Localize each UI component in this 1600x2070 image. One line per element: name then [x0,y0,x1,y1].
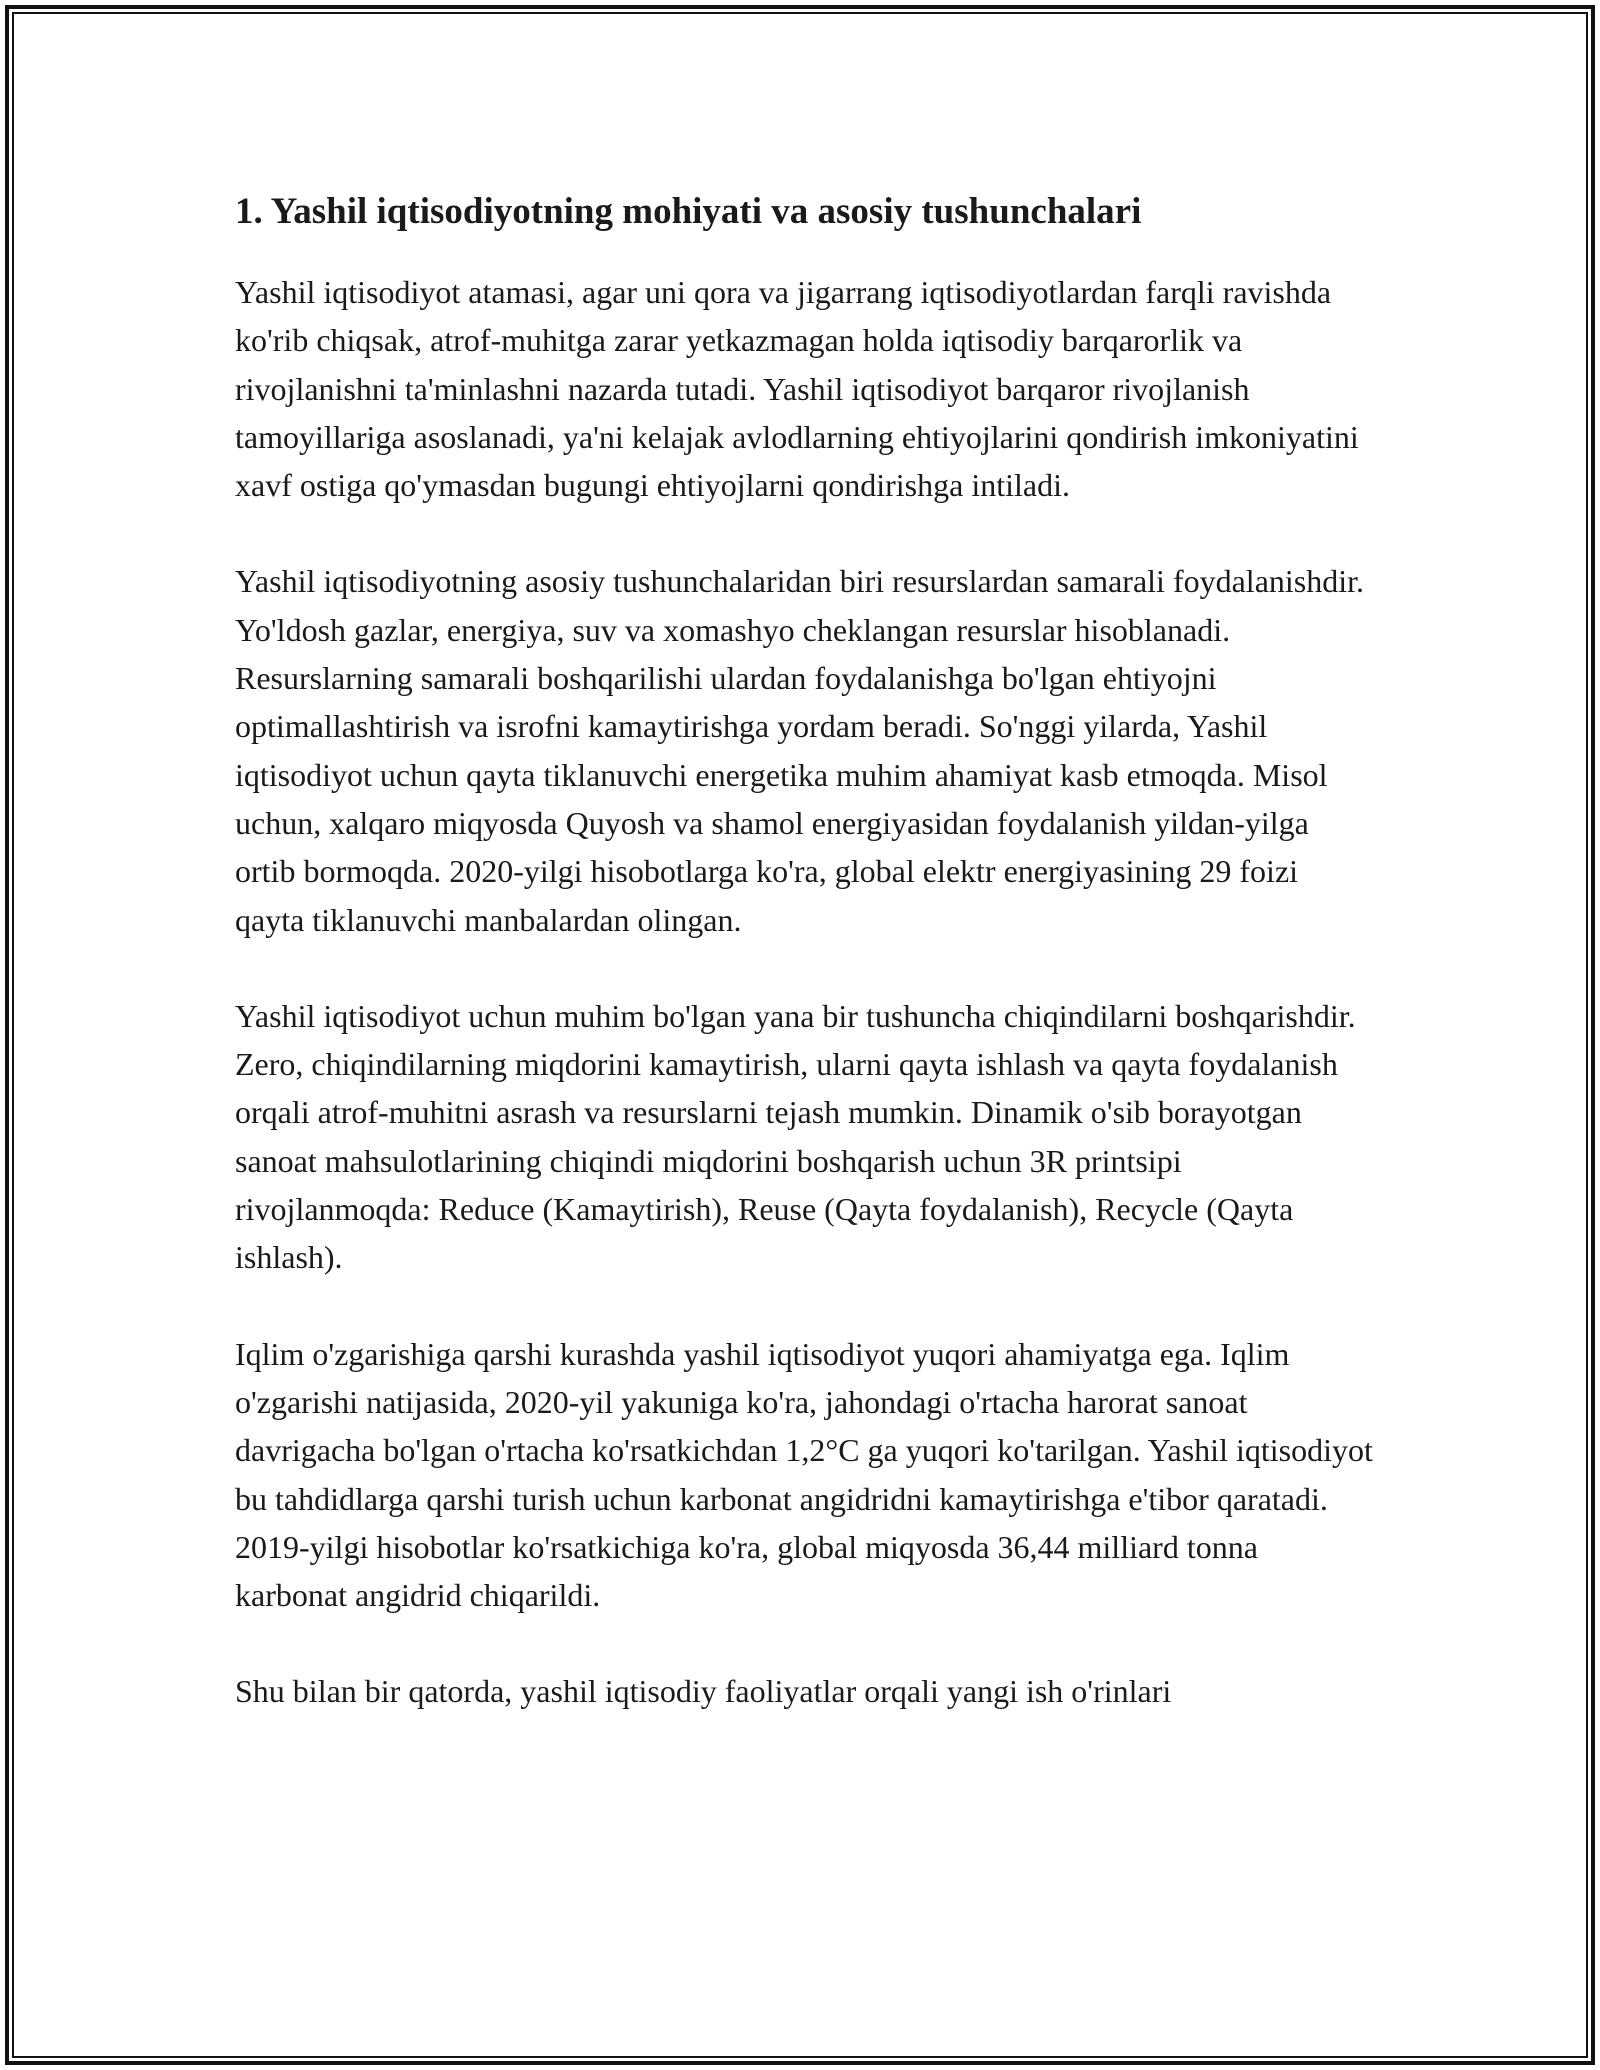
paragraph-definition: Yashil iqtisodiyot atamasi, agar uni qora va jigarrang iqtisodiyotlardan farqli ravishda ko'rib chiqsak, atrof-muhitga zarar yetkazmagan holda iqtisodiy barqarorlik va rivojlanishni ta'minlashni nazarda tutadi. Yashil iqtisodiyot barqaror rivojlanish tamoyillariga asoslanadi, ya'ni kelajak avlodlarning ehtiyojlarini qondirish imkoniyatini xavf ostiga qo'ymasdan bugungi ehtiyojlarni qondirishga intiladi. [235,274,1359,504]
paragraph-waste: Yashil iqtisodiyot uchun muhim bo'lgan yana bir tushuncha chiqindilarni boshqarishdir. Zero, chiqindilarning miqdorini kamaytirish, ularni qayta ishlash va qayta foydalanish orqali atrof-muhitni asrash va resurslarni tejash mumkin. Dinamik o'sib borayotgan sanoat mahsulotlarining chiqindi miqdorini boshqarish uchun 3R printsipi rivojlanmoqda: Reduce (Kamaytirish), Reuse (Qayta foydalanish), Recycle (Qayta ishlash). [235,997,1356,1276]
paragraph-jobs: Shu bilan bir qatorda, yashil iqtisodiy faoliyatlar orqali yangi ish o'rinlari [235,1673,1172,1710]
paragraph-resources: Yashil iqtisodiyotning asosiy tushunchalaridan biri resurslardan samarali foydalanishdir. Yo'ldosh gazlar, energiya, suv va xomashyo cheklangan resurslar hisoblanadi. Resurslarning samarali boshqarilishi ulardan foydalanishga bo'lgan ehtiyojni optimallashtirish va isrofni kamaytirishga yordam beradi. So'nggi yilarda, Yashil iqtisodiyot uchun qayta tiklanuvchi energetika muhim ahamiyat kasb etmoqda. Misol uchun, xalqaro miqyosda Quyosh va shamol energiyasidan foydalanish yildan-yilga ortib bormoqda. 2020-yilgi hisobotlarga ko'ra, global elektr energiyasining 29 foizi qayta tiklanuvchi manbalardan olingan. [235,563,1365,938]
section-title: 1. Yashil iqtisodiyotning mohiyati va asosiy tushunchalari [235,191,1142,232]
document-body [235,188,1375,1764]
paragraph-climate: Iqlim o'zgarishiga qarshi kurashda yashil iqtisodiyot yuqori ahamiyatga ega. Iqlim o'zgarishi natijasida, 2020-yil yakuniga ko'ra, jahondagi o'rtacha harorat sanoat davrigacha bo'lgan o'rtacha ko'rsatkichdan 1,2°C ga yuqori ko'tarilgan. Yashil iqtisodiyot bu tahdidlarga qarshi turish uchun karbonat angidridni kamaytirishga e'tibor qaratadi. 2019-yilgi hisobotlar ko'rsatkichiga ko'ra, global miqyosda 36,44 milliard tonna karbonat angidrid chiqarildi. [235,1335,1373,1614]
